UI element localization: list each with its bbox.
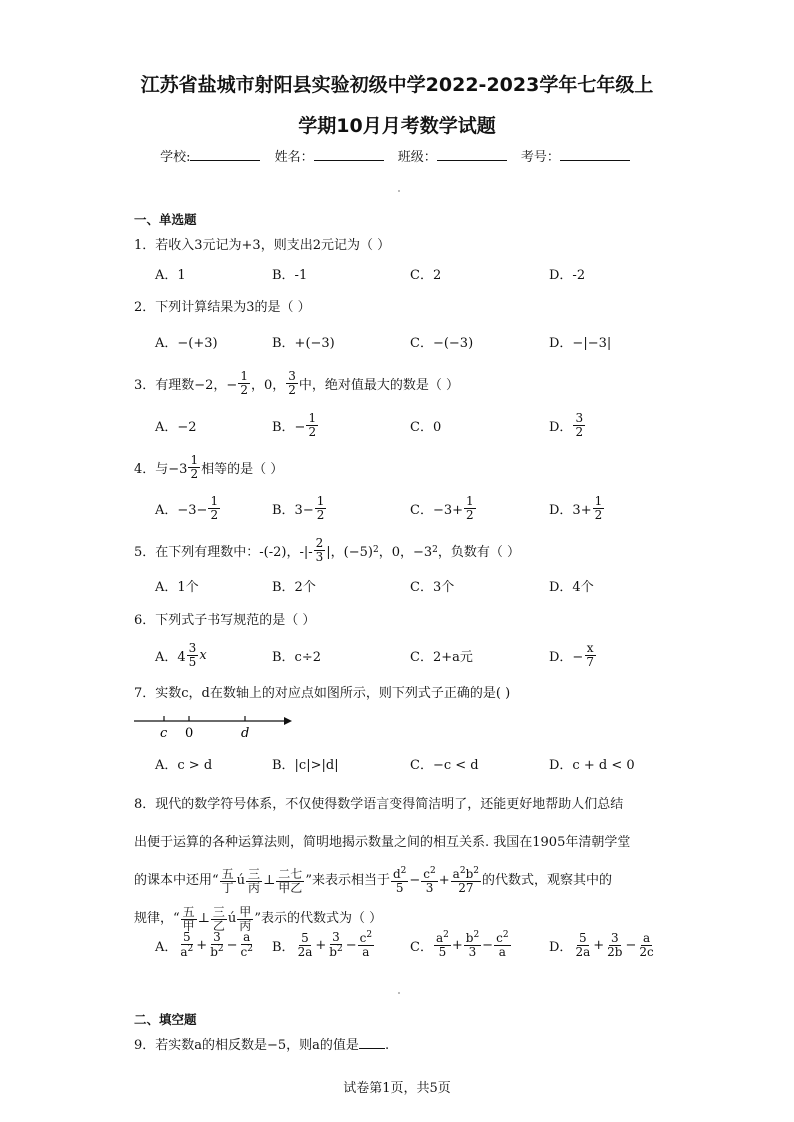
q2-option-c[interactable]: C．−(−3) xyxy=(410,335,474,351)
q2-option-b[interactable]: B．+(−3) xyxy=(272,335,335,351)
question-2-options xyxy=(155,324,655,358)
name-label: 姓名： xyxy=(274,150,314,165)
q3-option-c[interactable]: C．0 xyxy=(410,419,442,435)
q6-option-c[interactable]: C．2+a元 xyxy=(410,649,473,665)
q2-option-a[interactable]: A．−(+3) xyxy=(155,335,218,351)
q6-option-a[interactable]: A．4 $\frac{3}{5}$ x xyxy=(155,640,207,669)
q8-option-a[interactable]: A． $\frac{5}{a^2}$ + $\frac{3}{b^2}$ − $\frac{a}{c^2}$ xyxy=(155,930,253,959)
school-field[interactable] xyxy=(190,148,260,161)
number-field[interactable] xyxy=(560,148,630,161)
name-field[interactable] xyxy=(314,148,384,161)
q4-option-a[interactable]: A．−3− $\frac{1}{2}$ xyxy=(155,493,219,522)
number-label: 考号： xyxy=(520,150,560,165)
q1-option-a[interactable]: A．1 xyxy=(155,267,186,283)
question-8-options xyxy=(155,928,655,962)
q5-option-a[interactable]: A．1个 xyxy=(155,579,199,595)
q7-option-c[interactable]: C．−c < d xyxy=(410,757,479,773)
class-field[interactable] xyxy=(437,148,507,161)
question-6: 6．下列式子书写规范的是（ ） xyxy=(134,613,316,628)
question-6-options xyxy=(155,638,655,672)
q3-option-d[interactable]: D． $\frac{3}{2}$ xyxy=(549,410,584,439)
q1-option-c[interactable]: C．2 xyxy=(410,267,442,283)
q1-option-b[interactable]: B．-1 xyxy=(272,267,308,283)
page-footer: 试卷第1页，共5页 xyxy=(343,1081,451,1096)
q7-option-a[interactable]: A．c > d xyxy=(155,757,213,773)
q5-option-d[interactable]: D．4个 xyxy=(549,579,594,595)
class-label: 班级： xyxy=(397,150,437,165)
question-3-options xyxy=(155,408,655,442)
question-5-options xyxy=(155,568,655,602)
q4-option-b[interactable]: B．3− $\frac{1}{2}$ xyxy=(272,493,325,522)
question-5: 5．在下列有理数中：-(-2)，-|- $\frac{2}{3}$ |，(−5) 2 ，0，−3 2 ，负数有（ ） xyxy=(134,535,521,564)
student-info xyxy=(0,146,794,165)
q8-option-c[interactable]: C． $\frac{a^2}{5}$ + $\frac{b^2}{3}$ − $\frac{c^2}{a}$ xyxy=(410,930,509,959)
q3-option-a[interactable]: A．−2 xyxy=(155,419,197,435)
q9-answer-blank[interactable] xyxy=(359,1036,385,1049)
number-line-figure xyxy=(134,710,294,742)
q6-option-d[interactable]: D．− $\frac{x}{7}$ xyxy=(549,640,594,669)
q7-option-b[interactable]: B．|c|>|d| xyxy=(272,757,339,773)
q1-option-d[interactable]: D．-2 xyxy=(549,267,586,283)
question-8: 8．现代的数学符号体系，不仅使得数学语言变得简洁明了，还能更好地帮助人们总结 出便于运算的各种运算法则，简明地揭示数量之间的相互关系. 我国在1905年清朝学堂 的课本中还用“ $\frac{\text{五}}{\text{丁}}$ ú $\frac{\text{三}}{\text{丙}}$ ⊥ $\frac{\text{二七}}{\text{甲乙}}$ ”来表示相当于 $\frac{d^2}{5}$ − $\frac{c^2}{3}$ + $\frac{a^2b^2}{27}$ 的代数式，观察其中的 规律，“ $\frac{\text{五}}{\text{甲}}$ ⊥ $\frac{\text{三}}{\text{乙}}$ ú $\frac{\text{甲}}{\text{丙}}$ ”表示的代数式为（ ） xyxy=(134,797,631,933)
school-label: 学校: xyxy=(160,150,191,165)
q4-option-d[interactable]: D．3+ $\frac{1}{2}$ xyxy=(549,493,603,522)
q2-option-d[interactable]: D．−|−3| xyxy=(549,335,612,351)
question-4: 4．与−3 $\frac{1}{2}$ 相等的是（ ） xyxy=(134,452,284,481)
q5-option-b[interactable]: B．2个 xyxy=(272,579,316,595)
title-line-1: 江苏省盐城市射阳县实验初级中学2022-2023学年七年级上 xyxy=(140,74,654,96)
q4-option-c[interactable]: C．−3+ $\frac{1}{2}$ xyxy=(410,493,474,522)
number-line-label-0: 0 xyxy=(185,726,194,741)
question-3: 3．有理数−2，− $\frac{1}{2}$ ，0， $\frac{3}{2}$ 中，绝对值最大的数是（ ） xyxy=(134,368,460,397)
section-single-choice: 一、单选题 xyxy=(134,212,197,227)
question-7-options xyxy=(155,746,655,780)
q8-option-d[interactable]: D． $\frac{5}{2a}$ + $\frac{3}{2b}$ − $\frac{a}{2c}$ xyxy=(549,930,654,959)
divider-dot xyxy=(398,992,400,994)
question-2: 2．下列计算结果为3的是（ ） xyxy=(134,300,311,315)
question-7: 7．实数c，d在数轴上的对应点如图所示，则下列式子正确的是( ) xyxy=(134,686,511,701)
number-line-label-c: c xyxy=(160,726,168,741)
question-1: 1．若收入3元记为+3，则支出2元记为（ ） xyxy=(134,238,391,253)
section-fill-blank: 二、填空题 xyxy=(134,1012,197,1027)
q7-option-d[interactable]: D．c + d < 0 xyxy=(549,757,635,773)
question-1-options xyxy=(155,256,655,290)
question-4-options xyxy=(155,491,655,525)
question-9: 9．若实数a的相反数是−5，则a的值是 . xyxy=(134,1038,390,1053)
number-line-label-d: d xyxy=(241,726,250,741)
q3-option-b[interactable]: B．− $\frac{1}{2}$ xyxy=(272,410,317,439)
title-line-2: 学期10月月考数学试题 xyxy=(298,115,496,137)
q5-option-c[interactable]: C．3个 xyxy=(410,579,455,595)
divider-dot xyxy=(398,190,400,192)
q6-option-b[interactable]: B．c÷2 xyxy=(272,649,321,665)
q8-option-b[interactable]: B． $\frac{5}{2a}$ + $\frac{3}{b^2}$ − $\frac{c^2}{a}$ xyxy=(272,930,373,959)
